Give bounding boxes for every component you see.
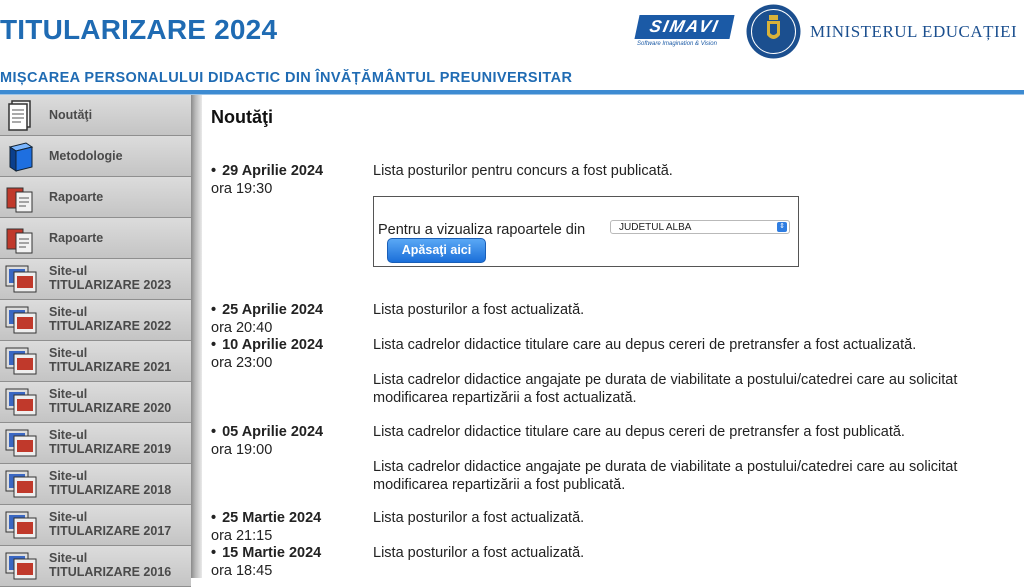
sidebar-item-label: Site-ul TITULARIZARE 2017	[49, 510, 172, 538]
website-icon	[4, 467, 38, 501]
sidebar-item-site-2019[interactable]	[0, 423, 191, 464]
romanian-government-seal-icon	[745, 3, 802, 60]
sidebar-item-site-2022[interactable]	[0, 300, 191, 341]
sidebar-item-site-2021[interactable]	[0, 341, 191, 382]
sidebar-item-label: Site-ul TITULARIZARE 2021	[49, 346, 172, 374]
report-folder-icon	[4, 221, 38, 255]
website-icon	[4, 344, 38, 378]
news-date	[211, 301, 323, 337]
website-icon	[4, 385, 38, 419]
county-select-value: JUDETUL ALBA	[619, 222, 692, 233]
main-content	[202, 95, 1024, 578]
news-date-day: • 29 Aprilie 2024	[211, 163, 323, 179]
ministry-name[interactable]: MINISTERUL EDUCAȚIEI	[810, 22, 1018, 41]
news-date-time: ora 21:15	[211, 528, 273, 544]
sidebar-item-rapoarte-2[interactable]	[0, 218, 191, 259]
website-icon	[4, 426, 38, 460]
website-icon	[4, 303, 38, 337]
chevron-updown-icon: ⇕	[777, 222, 787, 232]
simavi-tagline: Software Imagination & Vision	[637, 41, 717, 47]
report-folder-icon	[4, 180, 38, 214]
news-date	[211, 423, 323, 459]
sidebar	[0, 95, 191, 578]
blue-book-icon	[4, 139, 38, 173]
news-date-time: ora 23:00	[211, 355, 273, 371]
news-text: Lista cadrelor didactice titulare care au depus cereri de pretransfer a fost actualizată.	[373, 337, 917, 353]
sidebar-item-label: Noutăţi	[49, 108, 93, 122]
sidebar-item-noutati[interactable]	[0, 95, 191, 136]
news-text: Lista cadrelor didactice titulare care au depus cereri de pretransfer a fost publicată.	[373, 424, 905, 440]
news-text: Lista posturilor a fost actualizată.	[373, 510, 585, 526]
site-subtitle: MIȘCAREA PERSONALULUI DIDACTIC DIN ÎNVĂȚĂMÂNTUL PREUNIVERSITAR	[0, 70, 573, 86]
site-title[interactable]: TITULARIZARE 2024	[0, 14, 278, 45]
news-date	[211, 544, 321, 580]
sidebar-item-label: Rapoarte	[49, 231, 104, 245]
report-selector-label: Pentru a vizualiza rapoartele din	[378, 222, 586, 238]
news-date	[211, 509, 321, 545]
news-date-day: • 25 Martie 2024	[211, 510, 321, 526]
sidebar-item-site-2023[interactable]	[0, 259, 191, 300]
simavi-logo-text: SIMAVI	[634, 15, 734, 39]
sidebar-item-label: Rapoarte	[49, 190, 104, 204]
news-date-time: ora 18:45	[211, 563, 273, 579]
news-text: Lista posturilor a fost actualizată.	[373, 545, 585, 561]
news-text: Lista posturilor a fost actualizată.	[373, 302, 585, 318]
county-select[interactable]	[610, 220, 790, 234]
news-document-icon	[4, 98, 38, 132]
news-date-time: ora 19:30	[211, 181, 273, 197]
view-reports-button[interactable]: Apăsaţi aici	[387, 238, 486, 263]
news-date-day: • 25 Aprilie 2024	[211, 302, 323, 318]
header	[0, 0, 1024, 95]
simavi-logo[interactable]	[637, 15, 732, 47]
sidebar-item-label: Site-ul TITULARIZARE 2019	[49, 428, 172, 456]
news-date-day: • 15 Martie 2024	[211, 545, 321, 561]
website-icon	[4, 508, 38, 542]
sidebar-item-label: Site-ul TITULARIZARE 2022	[49, 305, 172, 333]
sidebar-item-site-2017[interactable]	[0, 505, 191, 546]
sidebar-item-site-2016[interactable]	[0, 546, 191, 587]
news-text: Lista posturilor pentru concurs a fost publicată.	[373, 163, 673, 179]
report-selector-box	[373, 196, 799, 267]
news-date-time: ora 19:00	[211, 442, 273, 458]
news-date-time: ora 20:40	[211, 320, 273, 336]
news-text: Lista cadrelor didactice angajate pe durata de viabilitate a postului/catedrei care au solicitat modificarea repartizării a fost actualizată.	[373, 372, 958, 406]
sidebar-divider	[191, 95, 202, 578]
news-date-day: • 10 Aprilie 2024	[211, 337, 323, 353]
website-icon	[4, 262, 38, 296]
sidebar-item-site-2020[interactable]	[0, 382, 191, 423]
sidebar-item-label: Site-ul TITULARIZARE 2018	[49, 469, 172, 497]
news-date	[211, 162, 323, 198]
news-text: Lista cadrelor didactice angajate pe durata de viabilitate a postului/catedrei care au solicitat modificarea repartizării a fost publicată.	[373, 459, 958, 493]
sidebar-item-metodologie[interactable]	[0, 136, 191, 177]
sidebar-item-label: Metodologie	[49, 149, 123, 163]
sidebar-item-site-2018[interactable]	[0, 464, 191, 505]
sidebar-item-label: Site-ul TITULARIZARE 2016	[49, 551, 172, 579]
news-date-day: • 05 Aprilie 2024	[211, 424, 323, 440]
sidebar-item-rapoarte-1[interactable]	[0, 177, 191, 218]
news-date	[211, 336, 323, 372]
page-title: Noutăţi	[211, 107, 273, 127]
sidebar-item-label: Site-ul TITULARIZARE 2023	[49, 264, 172, 292]
sidebar-item-label: Site-ul TITULARIZARE 2020	[49, 387, 172, 415]
